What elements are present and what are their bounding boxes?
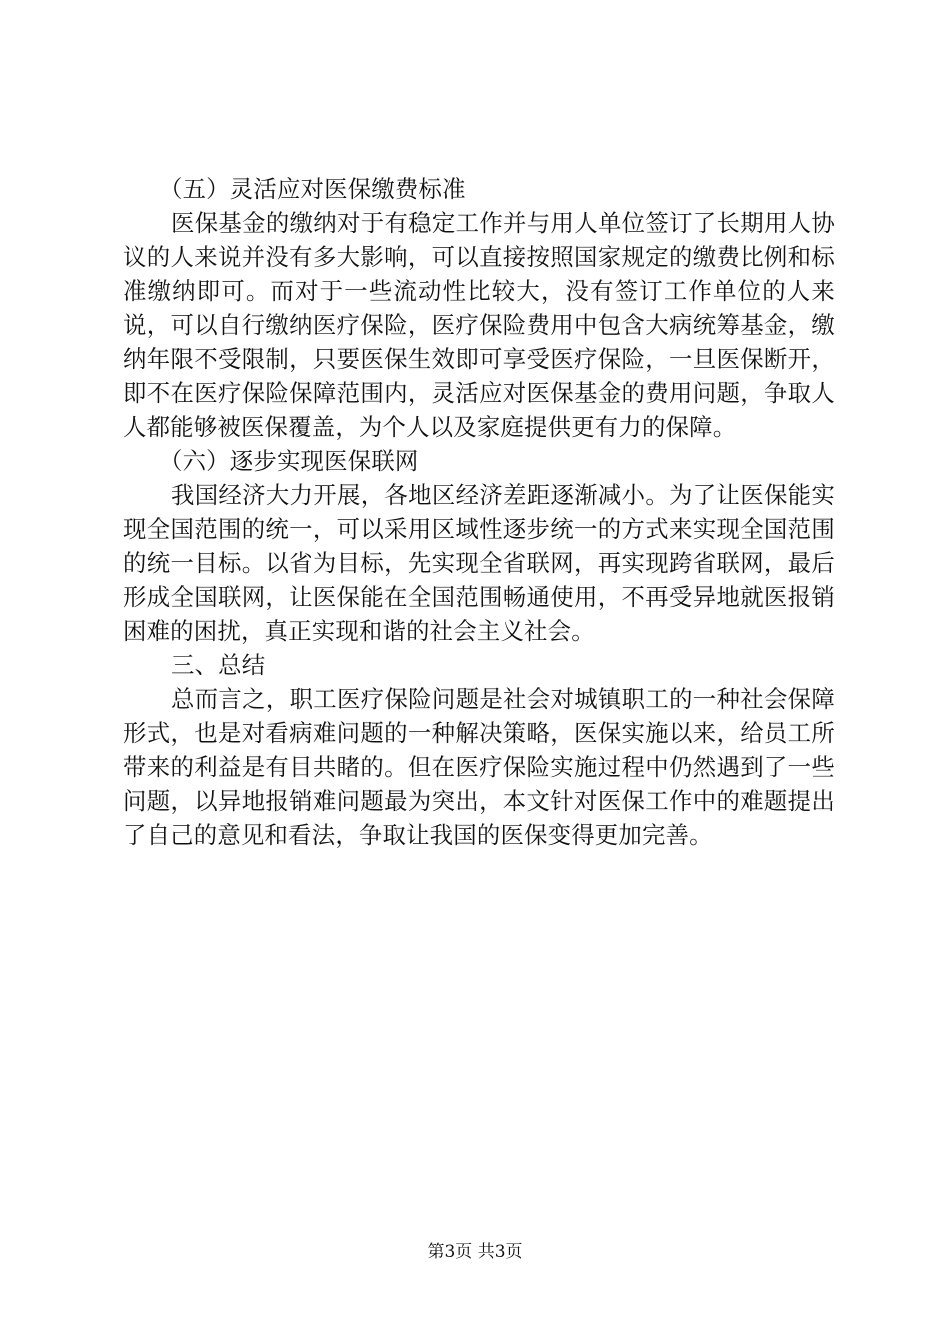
- page-footer: [0, 1241, 950, 1263]
- section-paragraph-6: 我国经济大力开展，各地区经济差距逐渐减小。为了让医保能实现全国范围的统一，可以采用区域性逐步统一的方式来实现全国范围的统一目标。以省为目标，先实现全省联网，再实现跨省联网，最后形成全国联网，让医保能在全国范围畅通使用，不再受异地就医报销困难的困扰，真正实现和谐的社会主义社会。: [123, 481, 835, 645]
- section-heading-6: （六）逐步实现医保联网: [159, 447, 419, 475]
- page-number-label: 第3页 共3页: [427, 1242, 523, 1262]
- summary-paragraph: 总而言之，职工医疗保险问题是社会对城镇职工的一种社会保障形式，也是对看病难问题的一种解决策略，医保实施以来，给员工所带来的利益是有目共睹的。但在医疗保险实施过程中仍然遇到了一些问题，以异地报销难问题最为突出，本文针对医保工作中的难题提出了自己的意见和看法，争取让我国的医保变得更加完善。: [123, 685, 835, 849]
- summary-heading: 三、总结: [171, 651, 266, 679]
- document-body: [123, 172, 835, 852]
- section-paragraph-5: 医保基金的缴纳对于有稳定工作并与用人单位签订了长期用人协议的人来说并没有多大影响，可以直接按照国家规定的缴费比例和标准缴纳即可。而对于一些流动性比较大，没有签订工作单位的人来说，可以自行缴纳医疗保险，医疗保险费用中包含大病统筹基金，缴纳年限不受限制，只要医保生效即可享受医疗保险，一旦医保断开，即不在医疗保险保障范围内，灵活应对医保基金的费用问题，争取人人都能够被医保覆盖，为个人以及家庭提供更有力的保障。: [123, 209, 835, 441]
- section-heading-5: （五）灵活应对医保缴费标准: [159, 175, 466, 203]
